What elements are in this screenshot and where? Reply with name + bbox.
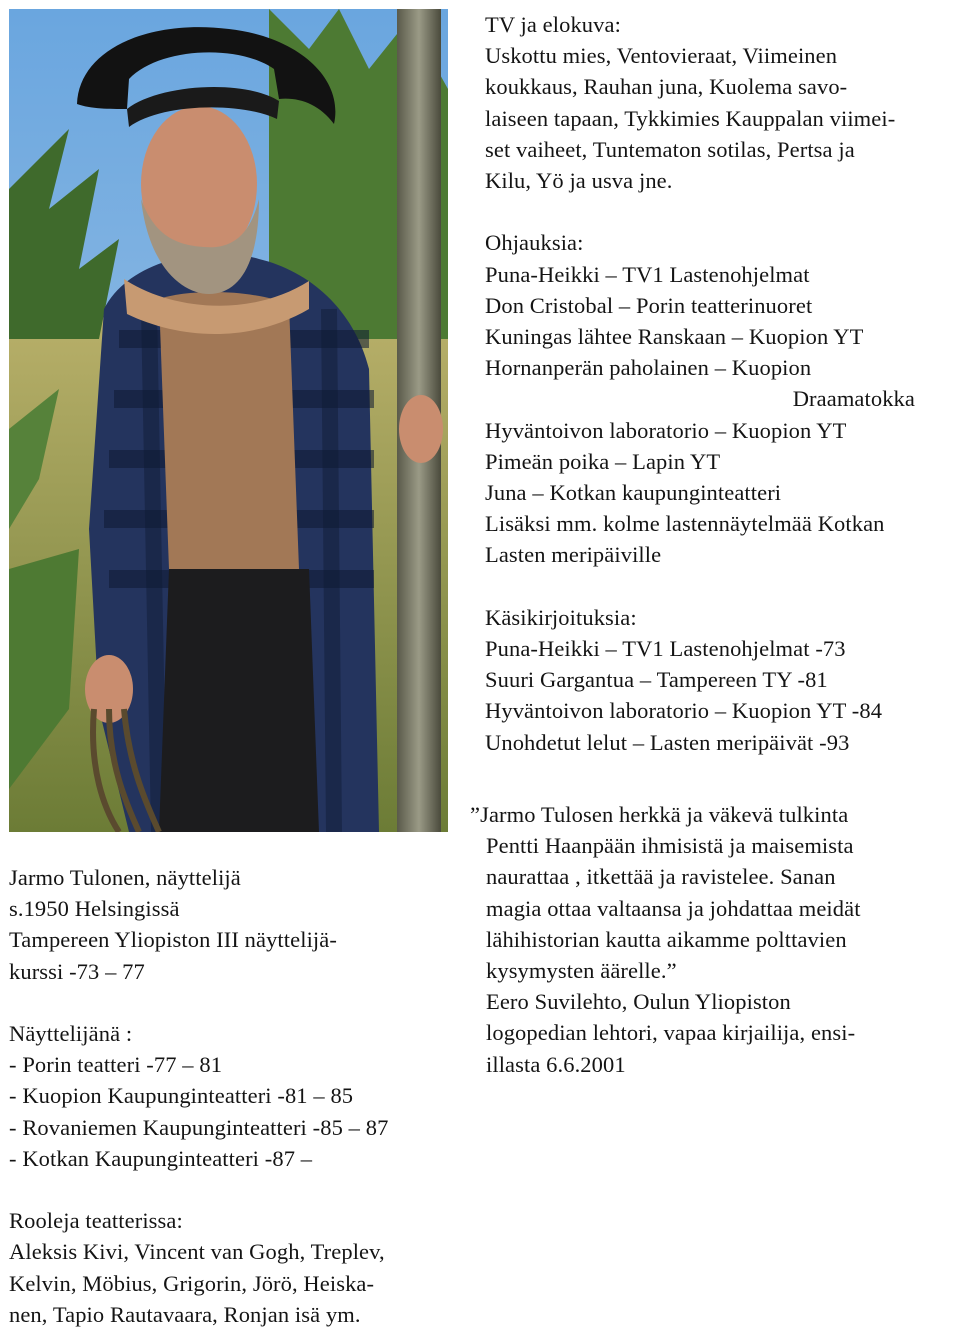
directing-line: Kuningas lähtee Ranskaan – Kuopion YT: [485, 324, 864, 350]
directing-heading: Ohjauksia:: [485, 230, 584, 256]
roles-line: Aleksis Kivi, Vincent van Gogh, Treplev,: [9, 1239, 385, 1265]
directing-line: Puna-Heikki – TV1 Lastenohjelmat: [485, 261, 810, 287]
roles-heading: Rooleja teatterissa:: [9, 1208, 183, 1234]
tv-film-line: set vaiheet, Tuntematon sotilas, Pertsa ja: [485, 136, 855, 162]
actor-line: - Kotkan Kaupunginteatteri -87 –: [9, 1145, 313, 1171]
directing-line: Pimeän poika – Lapin YT: [485, 448, 721, 474]
directing-line: Hornanperän paholainen – Kuopion: [485, 355, 812, 381]
roles-line: Kelvin, Möbius, Grigorin, Jörö, Heiska-: [9, 1270, 375, 1296]
portrait-photo: [9, 9, 448, 832]
bio-line: Jarmo Tulonen, näyttelijä: [9, 865, 241, 890]
quote-line: Pentti Haanpään ihmisistä ja maisemista: [486, 833, 854, 859]
roles-line: nen, Tapio Rautavaara, Ronjan isä ym.: [9, 1301, 361, 1327]
tv-film-line: Uskottu mies, Ventovieraat, Viimeinen: [485, 43, 838, 69]
scripts-line: Unohdetut lelut – Lasten meripäivät -93: [485, 729, 850, 755]
directing-line: Juna – Kotkan kaupunginteatteri: [485, 480, 782, 506]
directing-line: Draamatokka: [792, 386, 915, 412]
bio-line: s.1950 Helsingissä: [9, 896, 180, 922]
directing-section: [485, 227, 955, 570]
tv-film-line: laiseen tapaan, Tykkimies Kauppalan viimei-: [485, 105, 896, 131]
tv-film-line: Kilu, Yö ja usva jne.: [485, 168, 673, 194]
tv-film-line: koukkaus, Rauhan juna, Kuolema savo-: [485, 74, 848, 100]
directing-line: Lasten meripäiville: [485, 542, 662, 568]
quote-line: kysymysten äärelle.”: [486, 958, 677, 984]
actor-section: [9, 1018, 449, 1174]
actor-line: - Rovaniemen Kaupunginteatteri -85 – 87: [9, 1114, 389, 1140]
bio-line: kurssi -73 – 77: [9, 958, 145, 984]
tv-film-heading: TV ja elokuva:: [485, 12, 621, 37]
directing-line: Hyväntoivon laboratorio – Kuopion YT: [485, 417, 847, 443]
directing-line: Don Cristobal – Porin teatterinuoret: [485, 292, 813, 318]
quote-line: naurattaa , itkettää ja ravistelee. Sanan: [486, 864, 836, 890]
quote-line: magia ottaa valtaansa ja johdattaa meidät: [486, 895, 861, 921]
quote-author-line: Eero Suvilehto, Oulun Yliopiston: [486, 989, 791, 1015]
quote-line: ”Jarmo Tulosen herkkä ja väkevä tulkinta: [470, 802, 849, 827]
scripts-heading: Käsikirjoituksia:: [485, 604, 637, 630]
quote-line: lähihistorian kautta aikamme polttavien: [486, 926, 847, 952]
scripts-line: Hyväntoivon laboratorio – Kuopion YT -84: [485, 698, 883, 724]
left-column: [9, 862, 449, 1330]
actor-line: - Porin teatteri -77 – 81: [9, 1052, 223, 1078]
scripts-section: [485, 602, 955, 758]
scripts-line: Puna-Heikki – TV1 Lastenohjelmat -73: [485, 636, 846, 662]
roles-section: [9, 1205, 449, 1330]
actor-heading: Näyttelijänä :: [9, 1021, 133, 1046]
tv-film-section: [485, 9, 955, 196]
quote-author-line: logopedian lehtori, vapaa kirjailija, ensi-: [486, 1020, 856, 1046]
bio-line: Tampereen Yliopiston III näyttelijä-: [9, 927, 337, 953]
directing-line: Lisäksi mm. kolme lastennäytelmää Kotkan: [485, 511, 885, 537]
portrait-illustration: [9, 9, 448, 832]
review-quote: [470, 799, 950, 1080]
right-column: [485, 9, 955, 789]
quote-author-line: illasta 6.6.2001: [486, 1051, 626, 1077]
bio-section: [9, 862, 449, 987]
actor-line: - Kuopion Kaupunginteatteri -81 – 85: [9, 1083, 354, 1109]
scripts-line: Suuri Gargantua – Tampereen TY -81: [485, 667, 828, 693]
